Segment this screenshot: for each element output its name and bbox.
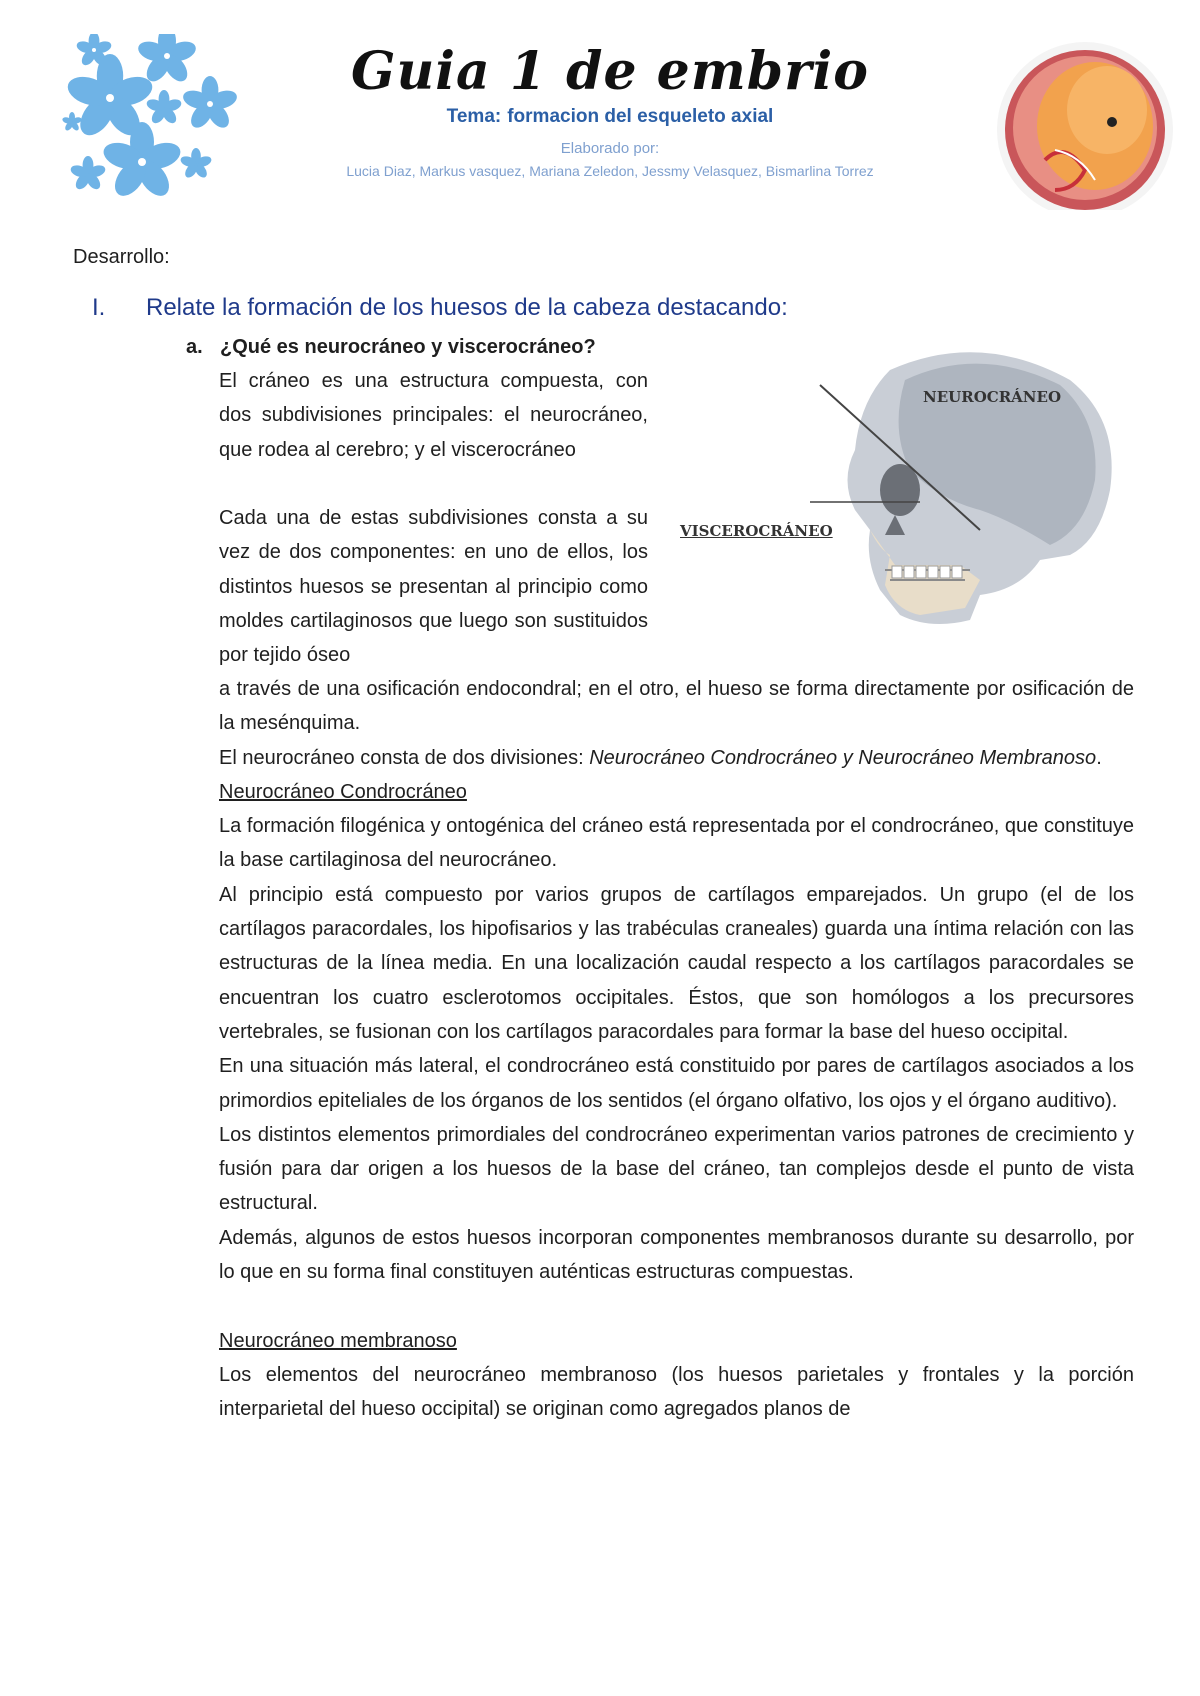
figure-label-neurocraneo: NEUROCRÁNEO [923, 388, 1062, 406]
paragraph-condrocraneo-1: La formación filogénica y ontogénica del cráneo está representada por el condrocráneo, que constituye la base cartilaginosa del neurocráneo. [219, 815, 1134, 872]
paragraph-divisions [219, 741, 1134, 775]
sub-question-text: ¿Qué es neurocráneo y viscerocráneo? [220, 336, 596, 358]
paragraph-membranoso: Los elementos del neurocráneo membranoso (los huesos parietales y frontales y la porción interparietal del hueso occipital) se originan como agregados planos de [219, 1363, 1134, 1421]
paragraph-condrocraneo-3: En una situación más lateral, el condrocráneo está constituido por pares de cartílagos asociados a los primordios epiteliales de los órganos de los sentidos (el órgano olfativo, los ojos y el órgano auditivo). [219, 1055, 1134, 1112]
subheading-condrocraneo: Neurocráneo Condrocráneo [219, 780, 467, 803]
paragraph-condrocraneo-5: Además, algunos de estos huesos incorporan componentes membranosos durante su desarrollo, por lo que en su forma final constituyen auténticas estructuras compuestas. [219, 1226, 1134, 1284]
intro-paragraph-1: El cráneo es una estructura compuesta, con dos subdivisiones principales: el neurocráneo, que rodea al cerebro; y el viscerocráneo [219, 370, 648, 461]
subtitle-text: formacion del esqueleto axial [507, 106, 774, 127]
question-heading [92, 294, 788, 322]
subheading-membranoso: Neurocráneo membranoso [219, 1329, 457, 1352]
body-text [219, 672, 1134, 1427]
divisions-lead: El neurocráneo consta de dos divisiones: [219, 746, 590, 769]
intro-paragraph-2: Cada una de estas subdivisiones consta a su vez de dos componentes: en uno de ellos, los distintos huesos se presentan al principio como moldes cartilaginosos que luego son sustituidos por tejido óseo [219, 507, 648, 667]
divisions-italic: Neurocráneo Condrocráneo y Neurocráneo Membranoso [589, 746, 1097, 769]
section-label: Desarrollo: [73, 246, 170, 268]
figure-label-viscerocraneo: VISCEROCRÁNEO [680, 522, 833, 540]
document-subtitle [300, 106, 920, 128]
sub-question-letter: a. [186, 336, 203, 358]
paragraph-ossification: a través de una osificación endocondral; en el otro, el hueso se forma directamente por osificación de la mesénquima. [219, 678, 1134, 735]
paragraph-condrocraneo-2: Al principio está compuesto por varios grupos de cartílagos emparejados. Un grupo (el de los cartílagos paracordales, los hipofisarios y las trabéculas craneales) guarda una íntima relación con las estructuras de la línea media. En una localización caudal respecto a los cartílagos paracordales se encuentran los cuatro esclerotomos occipitales. Éstos, que son homólogos a los precursores vertebrales, se fusionan con los cartílagos paracordales para formar la base del hueso occipital. [219, 883, 1134, 1043]
sub-question-heading [186, 336, 596, 359]
paragraph-condrocraneo-4: Los distintos elementos primordiales del condrocráneo experimentan varios patrones de crecimiento y fusión para dar origen a los huesos de la base del cráneo, tan complejos desde el punto de vista estructural. [219, 1123, 1134, 1215]
skull-figure [680, 340, 1130, 640]
subtitle-label: Tema: [446, 106, 502, 127]
author-list: Lucia Diaz, Markus vasquez, Mariana Zeledon, Jessmy Velasquez, Bismarlina Torrez [346, 163, 874, 179]
flower-decoration [62, 34, 262, 214]
question-text: Relate la formación de los huesos de la cabeza destacando: [146, 294, 788, 321]
embryo-illustration [985, 40, 1175, 210]
document-title: Guia 1 de embrio [351, 41, 869, 102]
divisions-end: . [1096, 746, 1102, 769]
credit-label: Elaborado por: [560, 140, 660, 157]
question-number: I. [92, 294, 106, 321]
